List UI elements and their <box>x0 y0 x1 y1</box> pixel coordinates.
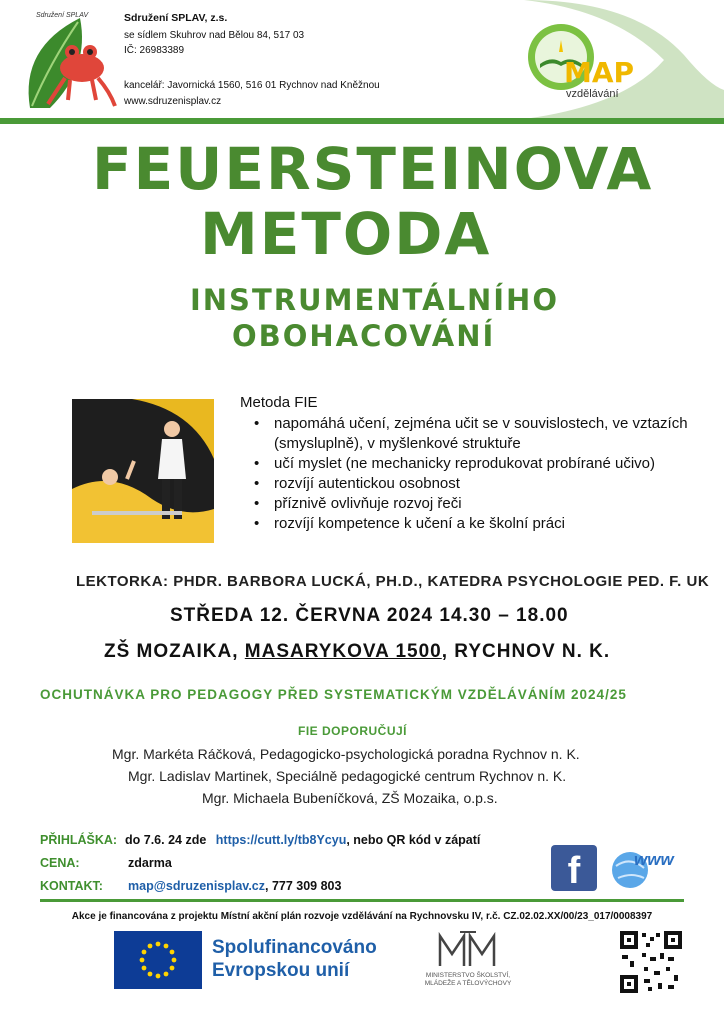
funding-note: Akce je financována z projektu Místní akční plán rozvoje vzdělávání na Rychnovsku IV, r.č. CZ.02.02.XX/00/23_017/0008397 <box>71 911 653 922</box>
org-ico: IČ: 26983389 <box>124 45 185 56</box>
msmt-text <box>404 972 532 988</box>
org-web[interactable]: www.sdruzenisplav.cz <box>124 96 222 107</box>
event-place <box>104 641 610 663</box>
recommend-heading: FIE DOPORUČUJÍ <box>298 724 408 738</box>
lecturer-line: LEKTORKA: PHDR. BARBORA LUCKÁ, PH.D., KATEDRA PSYCHOLOGIE PED. F. UK <box>76 573 710 590</box>
map-logo-sub: vzdělávání <box>566 88 619 100</box>
place-school: ZŠ MOZAIKA, <box>104 641 245 662</box>
facebook-icon[interactable]: f <box>551 845 597 891</box>
contact-line <box>128 879 341 893</box>
title-line-1: FEUERSTEINOVA <box>92 135 654 203</box>
header-divider <box>0 118 724 124</box>
org-office: kancelář: Javornická 1560, 516 01 Rychnov nad Kněžnou <box>124 80 380 91</box>
list-item: • příznivě ovlivňuje rozvoj řeči <box>274 494 704 514</box>
map-logo <box>526 22 646 106</box>
splav-logo <box>20 8 120 116</box>
list-item: • učí myslet (ne mechanicky reprodukovat probírané učivo) <box>274 454 704 474</box>
recommender-2: Mgr. Ladislav Martinek, Speciálně pedagogické centrum Rychnov n. K. <box>128 768 567 784</box>
frog-leaf-icon <box>20 8 120 116</box>
signup-line <box>125 833 480 847</box>
eu-text-line-2: Evropskou unií <box>212 960 350 981</box>
eu-stars-icon <box>114 931 202 989</box>
teacher-student-illustration <box>72 399 214 543</box>
price-value: zdarma <box>128 856 172 870</box>
signup-link[interactable]: https://cutt.ly/tb8Ycyu <box>215 833 347 847</box>
recommender-1: Mgr. Markéta Ráčková, Pedagogicko-psychologická poradna Rychnov n. K. <box>112 746 580 762</box>
eu-flag <box>114 931 202 989</box>
org-address: se sídlem Skuhrov nad Bělou 84, 517 03 <box>124 30 305 41</box>
signup-deadline: do 7.6. 24 zde <box>125 833 207 847</box>
title-line-2: METODA <box>200 200 492 268</box>
map-logo-title: MAP <box>564 56 635 89</box>
msmt-monogram-icon <box>436 930 500 970</box>
eu-text-line-1: Spolufinancováno <box>212 937 377 958</box>
contact-phone: , 777 309 803 <box>265 879 342 893</box>
contact-label: KONTAKT: <box>40 879 103 893</box>
signup-label: PŘIHLÁŠKA: <box>40 833 118 847</box>
recommender-3: Mgr. Michaela Bubeníčková, ZŠ Mozaika, o.p.s. <box>202 790 498 806</box>
list-item: • rozvíjí kompetence k učení a ke školní práci <box>274 514 704 534</box>
subtitle-line-1: INSTRUMENTÁLNÍHO <box>190 283 559 317</box>
fie-heading: Metoda FIE <box>240 394 318 411</box>
place-town: , RYCHNOV N. K. <box>441 641 611 662</box>
org-name: Sdružení SPLAV, z.s. <box>124 12 228 24</box>
subtitle-line-2: OBOHACOVÁNÍ <box>232 319 496 353</box>
eu-cofunded-text <box>212 936 377 982</box>
msmt-logo <box>436 930 500 970</box>
www-globe-icon[interactable] <box>608 846 686 890</box>
signup-qr-note: , nebo QR kód v zápatí <box>346 833 481 847</box>
qr-code-icon <box>620 931 682 993</box>
event-tagline: OCHUTNÁVKA PRO PEDAGOGY PŘED SYSTEMATICKÝM VZDĚLÁVÁNÍM 2024/25 <box>40 687 627 702</box>
event-date: STŘEDA 12. ČERVNA 2024 14.30 – 18.00 <box>170 605 569 626</box>
place-street: MASARYKOVA 1500 <box>244 641 442 662</box>
list-item: • rozvíjí autentickou osobnost <box>274 474 704 494</box>
price-label: CENA: <box>40 856 80 870</box>
footer-divider <box>40 899 684 902</box>
www-label: www <box>634 850 674 869</box>
msmt-line-1: MINISTERSTVO ŠKOLSTVÍ, <box>425 972 511 979</box>
splav-logo-text: Sdružení SPLAV <box>36 12 89 19</box>
qr-code[interactable] <box>620 931 682 993</box>
fie-bullet-list <box>274 414 704 534</box>
list-item: • napomáhá učení, zejména učit se v souvislostech, ve vztazích (smysluplně), v myšlenkové struktuře <box>274 414 704 454</box>
contact-email[interactable]: map@sdruzenisplav.cz <box>128 879 265 893</box>
msmt-line-2: MLÁDEŽE A TĚLOVÝCHOVY <box>424 980 512 987</box>
